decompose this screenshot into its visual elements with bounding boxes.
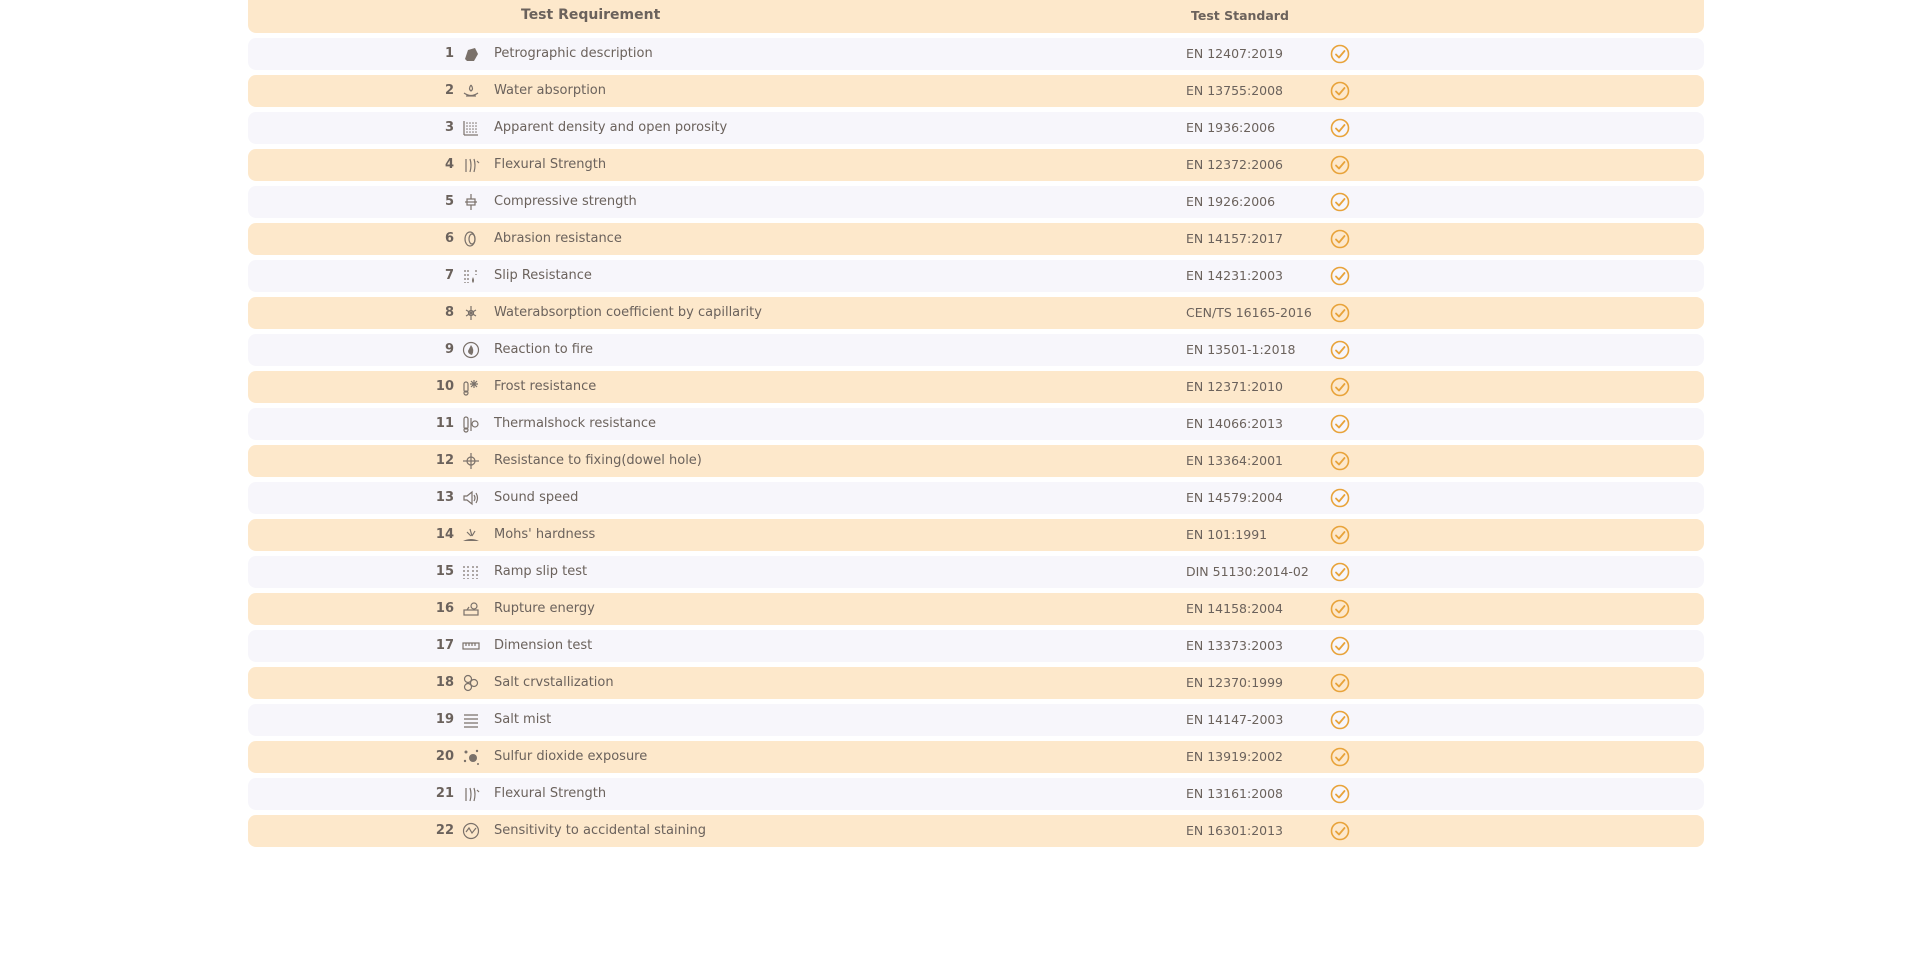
table-row: [248, 815, 1704, 847]
check-circle-icon: [1330, 710, 1350, 730]
test-requirement: Sulfur dioxide exposure: [494, 749, 648, 764]
header-test-standard: Test Standard: [1191, 8, 1289, 23]
row-number: 14: [435, 527, 454, 542]
test-requirement: Compressive strength: [494, 194, 637, 209]
table-row: [248, 482, 1704, 514]
test-requirement: Salt crvstallization: [494, 675, 614, 690]
water-bowl-icon: [462, 82, 480, 100]
row-number: 3: [444, 120, 454, 135]
table-row: [248, 741, 1704, 773]
table-row: [248, 630, 1704, 662]
ruler-icon: [462, 637, 480, 655]
test-requirement: Abrasion resistance: [494, 231, 622, 246]
rupture-icon: [462, 600, 480, 618]
test-requirement: Mohs' hardness: [494, 527, 596, 542]
test-standard: EN 13919:2002: [1186, 749, 1284, 764]
table-row: [248, 704, 1704, 736]
row-number: 15: [435, 564, 454, 579]
test-standard: EN 13755:2008: [1186, 83, 1284, 98]
check-circle-icon: [1330, 377, 1350, 397]
crystal-icon: [462, 674, 480, 692]
check-circle-icon: [1330, 562, 1350, 582]
ramp-icon: [462, 563, 480, 581]
stain-icon: [462, 822, 480, 840]
check-circle-icon: [1330, 451, 1350, 471]
mist-lines-icon: [462, 711, 480, 729]
check-circle-icon: [1330, 784, 1350, 804]
row-number: 20: [435, 749, 454, 764]
test-standard: CEN/TS 16165-2016: [1186, 305, 1312, 320]
test-standard: EN 14231:2003: [1186, 268, 1284, 283]
table-body: [248, 38, 1704, 847]
test-standard: EN 14158:2004: [1186, 601, 1284, 616]
row-number: 12: [435, 453, 454, 468]
table-row: [248, 149, 1704, 181]
test-requirement: Reaction to fire: [494, 342, 594, 357]
test-standard: EN 12407:2019: [1186, 46, 1284, 61]
flexural-icon: [462, 785, 480, 803]
check-circle-icon: [1330, 192, 1350, 212]
row-number: 19: [435, 712, 454, 727]
compression-icon: [462, 193, 480, 211]
check-circle-icon: [1330, 747, 1350, 767]
table-row: [248, 75, 1704, 107]
table-row: [248, 186, 1704, 218]
capillary-icon: [462, 304, 480, 322]
check-circle-icon: [1330, 673, 1350, 693]
row-number: 18: [435, 675, 454, 690]
dowel-icon: [462, 452, 480, 470]
test-requirement: Petrographic description: [494, 46, 653, 61]
stone-icon: [462, 45, 480, 63]
test-requirement: Thermalshock resistance: [494, 416, 656, 431]
check-circle-icon: [1330, 118, 1350, 138]
test-standard: EN 12370:1999: [1186, 675, 1284, 690]
row-number: 9: [444, 342, 454, 357]
test-standard: EN 1936:2006: [1186, 120, 1276, 135]
check-circle-icon: [1330, 525, 1350, 545]
test-requirement: Sound speed: [494, 490, 579, 505]
row-number: 13: [435, 490, 454, 505]
table-row: [248, 519, 1704, 551]
test-standard: EN 12371:2010: [1186, 379, 1284, 394]
row-number: 21: [435, 786, 454, 801]
table-row: [248, 334, 1704, 366]
flexural-icon: [462, 156, 480, 174]
test-requirement: Salt mist: [494, 712, 552, 727]
table-row: [248, 371, 1704, 403]
row-number: 10: [435, 379, 454, 394]
check-circle-icon: [1330, 303, 1350, 323]
row-number: 22: [435, 823, 454, 838]
frost-icon: [462, 378, 480, 396]
header-test-requirement: Test Requirement: [521, 7, 661, 23]
test-standard: EN 13501-1:2018: [1186, 342, 1296, 357]
density-grid-icon: [462, 119, 480, 137]
test-requirement: Waterabsorption coefficient by capillarity: [494, 305, 762, 320]
check-circle-icon: [1330, 155, 1350, 175]
test-requirement: Flexural Strength: [494, 786, 607, 801]
row-number: 4: [444, 157, 454, 172]
table-row: [248, 260, 1704, 292]
test-requirement: Slip Resistance: [494, 268, 592, 283]
test-standard: EN 101:1991: [1186, 527, 1268, 542]
test-standard: EN 13161:2008: [1186, 786, 1284, 801]
test-requirement: Rupture energy: [494, 601, 595, 616]
table-row: [248, 556, 1704, 588]
test-requirement: Ramp slip test: [494, 564, 588, 579]
slip-drop-icon: [462, 267, 480, 285]
test-standard: EN 14157:2017: [1186, 231, 1284, 246]
check-circle-icon: [1330, 821, 1350, 841]
row-number: 7: [444, 268, 454, 283]
table-row: [248, 112, 1704, 144]
thermometer-icon: [462, 415, 480, 433]
table-row: [248, 667, 1704, 699]
test-requirement: Dimension test: [494, 638, 593, 653]
test-requirement: Water absorption: [494, 83, 607, 98]
speaker-icon: [462, 489, 480, 507]
check-circle-icon: [1330, 44, 1350, 64]
row-number: 11: [435, 416, 454, 431]
test-standard: EN 14579:2004: [1186, 490, 1284, 505]
test-standard: EN 14147-2003: [1186, 712, 1284, 727]
table-row: [248, 778, 1704, 810]
check-circle-icon: [1330, 636, 1350, 656]
row-number: 8: [444, 305, 454, 320]
hardness-icon: [462, 526, 480, 544]
test-table: [248, 0, 1704, 852]
test-standard: EN 16301:2013: [1186, 823, 1284, 838]
check-circle-icon: [1330, 266, 1350, 286]
table-row: [248, 38, 1704, 70]
abrasion-icon: [462, 230, 480, 248]
test-requirement: Apparent density and open porosity: [494, 120, 728, 135]
table-row: [248, 297, 1704, 329]
check-circle-icon: [1330, 81, 1350, 101]
row-number: 1: [444, 46, 454, 61]
test-requirement: Frost resistance: [494, 379, 597, 394]
test-standard: EN 13364:2001: [1186, 453, 1284, 468]
check-circle-icon: [1330, 340, 1350, 360]
test-standard: DIN 51130:2014-02: [1186, 564, 1309, 579]
test-requirement: Resistance to fixing(dowel hole): [494, 453, 702, 468]
row-number: 5: [444, 194, 454, 209]
test-requirement: Sensitivity to accidental staining: [494, 823, 706, 838]
check-circle-icon: [1330, 229, 1350, 249]
table-row: [248, 223, 1704, 255]
row-number: 17: [435, 638, 454, 653]
test-requirement: Flexural Strength: [494, 157, 607, 172]
table-row: [248, 593, 1704, 625]
sulfur-icon: [462, 748, 480, 766]
row-number: 2: [444, 83, 454, 98]
row-number: 6: [444, 231, 454, 246]
test-standard: EN 1926:2006: [1186, 194, 1276, 209]
table-header: [248, 0, 1704, 33]
table-row: [248, 445, 1704, 477]
test-standard: EN 14066:2013: [1186, 416, 1284, 431]
table-row: [248, 408, 1704, 440]
test-standard: EN 13373:2003: [1186, 638, 1284, 653]
check-circle-icon: [1330, 599, 1350, 619]
row-number: 16: [435, 601, 454, 616]
check-circle-icon: [1330, 488, 1350, 508]
test-standard: EN 12372:2006: [1186, 157, 1284, 172]
check-circle-icon: [1330, 414, 1350, 434]
fire-icon: [462, 341, 480, 359]
